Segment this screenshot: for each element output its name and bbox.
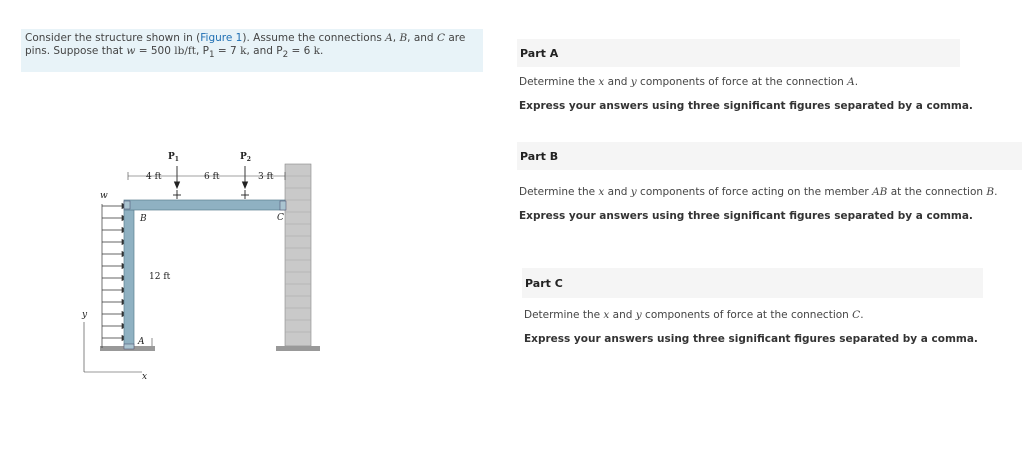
q-text: components of force at the connection xyxy=(641,309,853,321)
label-P1-sub: 1 xyxy=(174,156,179,163)
problem-text: Consider the structure shown in ( xyxy=(25,32,201,44)
part-b-question xyxy=(519,186,997,198)
label-C: C xyxy=(277,213,284,223)
problem-text: ). Assume the connections xyxy=(242,32,386,44)
var-ref: B xyxy=(986,186,995,198)
dim-3ft: 3 ft xyxy=(258,172,274,182)
w-unit: lb/ft xyxy=(174,45,196,57)
label-P1-main: P xyxy=(168,152,175,162)
var-x: x xyxy=(598,76,605,88)
label-P2-main: P xyxy=(240,152,247,162)
dim-6ft: 6 ft xyxy=(204,172,220,182)
structure-figure xyxy=(80,146,330,386)
q-text: . xyxy=(994,186,998,198)
q-text: components of force acting on the member xyxy=(636,186,873,198)
q-text: . xyxy=(860,309,864,321)
problem-statement xyxy=(21,29,483,72)
label-y: y xyxy=(82,310,88,320)
P2-value: = 6 xyxy=(288,45,314,57)
var-y: y xyxy=(635,309,642,321)
label-w: w xyxy=(100,191,108,201)
label-A: A xyxy=(138,337,145,347)
var-y: y xyxy=(630,186,637,198)
label-P2 xyxy=(240,152,251,163)
problem-text: , xyxy=(392,32,400,44)
q-text: and xyxy=(604,76,631,88)
q-text: at the connection xyxy=(887,186,987,198)
var-w: w xyxy=(126,45,136,57)
problem-text: pins. Suppose that xyxy=(25,45,127,57)
part-b-title: Part B xyxy=(520,149,559,163)
q-text: components of force at the connection xyxy=(636,76,848,88)
var-y: y xyxy=(630,76,637,88)
pin-A xyxy=(124,344,134,349)
pin-B xyxy=(124,201,130,209)
var-A: A xyxy=(385,32,393,44)
part-a-title: Part A xyxy=(520,46,559,60)
part-b-header[interactable] xyxy=(517,142,1022,170)
dim-12ft: 12 ft xyxy=(149,272,171,282)
part-c-instruction: Express your answers using three significant figures separated by a comma. xyxy=(524,333,978,345)
part-c-question xyxy=(524,309,864,321)
problem-text: , and xyxy=(407,32,437,44)
P2-subscript: 2 xyxy=(282,50,289,61)
var-ref: C xyxy=(852,309,861,321)
var-x: x xyxy=(603,309,610,321)
part-a-instruction: Express your answers using three significant figures separated by a comma. xyxy=(519,100,973,112)
part-c-title: Part C xyxy=(525,276,563,290)
var-P2: , and P xyxy=(246,45,283,57)
part-b-instruction: Express your answers using three significant figures separated by a comma. xyxy=(519,210,973,222)
P1-value: = 7 xyxy=(214,45,241,57)
q-text: Determine the xyxy=(524,309,604,321)
dimension-line xyxy=(128,172,285,346)
q-text: and xyxy=(609,309,636,321)
P1-subscript: 1 xyxy=(209,50,215,61)
member-AB xyxy=(124,210,134,346)
q-text: Determine the xyxy=(519,186,599,198)
label-B: B xyxy=(140,214,147,224)
var-P1: , P xyxy=(195,45,209,57)
dim-4ft: 4 ft xyxy=(146,172,162,182)
part-a-header[interactable] xyxy=(517,39,960,67)
label-x: x xyxy=(142,372,148,382)
var-ref: AB xyxy=(872,186,888,198)
label-P1 xyxy=(168,152,179,163)
part-a-question xyxy=(519,76,858,88)
var-ref: A xyxy=(847,76,855,88)
var-C: C xyxy=(436,32,445,44)
var-x: x xyxy=(598,186,605,198)
q-text: and xyxy=(604,186,631,198)
problem-text: . xyxy=(320,45,324,57)
part-c-header[interactable] xyxy=(522,268,983,298)
label-P2-sub: 2 xyxy=(246,156,251,163)
wall xyxy=(285,164,311,346)
P2-unit: k xyxy=(313,45,321,57)
load-P2-arrow xyxy=(241,166,249,199)
q-text: Determine the xyxy=(519,76,599,88)
load-P1-arrow xyxy=(173,166,181,199)
member-BC xyxy=(124,200,285,210)
problem-text: are xyxy=(445,32,466,44)
q-text: . xyxy=(854,76,859,88)
pin-C xyxy=(280,201,286,210)
w-value: = 500 xyxy=(135,45,175,57)
var-B: B xyxy=(399,32,408,44)
figure-link[interactable]: Figure 1 xyxy=(200,32,243,44)
P1-unit: k xyxy=(240,45,247,57)
